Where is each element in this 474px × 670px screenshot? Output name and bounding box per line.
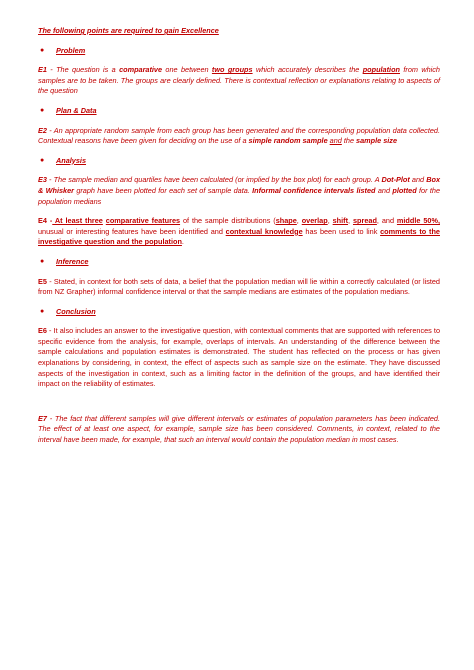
document-page — [38, 26, 440, 455]
section-label: Problem — [56, 45, 86, 55]
bullet-icon: ● — [40, 257, 45, 265]
section-problem — [38, 46, 440, 57]
criterion-code: E3 — [38, 175, 47, 185]
criterion-e7: E7 - The fact that different samples will give different intervals or estimates of population parameters has been indicated. The effect of at least one aspect, for example, sample size has been considered. Comments, in context, related to the interval have been made, for example, that such an interval would contain the population median in most cases. — [38, 413, 440, 445]
criterion-code: E7 — [38, 413, 47, 423]
section-label: Analysis — [56, 155, 87, 165]
section-inference — [38, 257, 440, 268]
criterion-e2: E2 - An appropriate random sample from each group has been generated and the corresponding population data collected. Contextual reasons have been given for deciding on the use of a simple random sample and the sample size — [38, 125, 440, 146]
section-plan-data — [38, 106, 440, 117]
bullet-icon: ● — [40, 46, 45, 54]
bullet-icon: ● — [40, 307, 45, 315]
section-conclusion — [38, 307, 440, 318]
page-heading: The following points are required to gain Excellence — [38, 26, 219, 35]
criterion-code: E1 — [38, 65, 47, 75]
criterion-code: E5 — [38, 276, 47, 286]
criterion-e4: E4 - At least three comparative features of the sample distributions (shape, overlap, shift, spread, and middle 50%, unusual or interesting features have been identified and contextual knowledge has been used to link comments to the investigative question and the population. — [38, 216, 440, 247]
bullet-icon: ● — [40, 106, 45, 114]
section-analysis — [38, 156, 440, 167]
criterion-e6: E6 - It also includes an answer to the investigative question, with contextual comments that are supported with references to specific evidence from the analysis, for example, overlaps of intervals. An understanding of the difference between the sample calculations and population estimates is demonstrated. The student has reflected on the process or has given explanations by considering, in context, the effect of aspects such as sample size on the estimate. They have discussed aspects of the investigation in context, such as a limiting factor in the definition of the groups, and have identified their impact on the reliability of estimates. — [38, 326, 440, 389]
criterion-code: E2 — [38, 125, 47, 135]
criterion-e3: E3 - The sample median and quartiles have been calculated (or implied by the box plot) for each group. A Dot-Plot and Box & Whisker graph have been plotted for each set of sample data. Informal confidence intervals listed and plotted for the population medians — [38, 175, 441, 206]
bullet-icon: ● — [40, 156, 45, 164]
section-label: Conclusion — [56, 306, 96, 316]
criterion-e1: E1 - The question is a comparative one between two groups which accurately describes the population from which samples are to be taken. The groups are clearly defined. There is contextual reflection or explanations relating to aspects of the question — [38, 65, 440, 96]
section-label: Inference — [56, 256, 89, 266]
criterion-code: E6 — [38, 326, 47, 336]
criterion-e5: E5 - Stated, in context for both sets of data, a belief that the population median will lie within a correctly calculated (or listed from NZ Grapher) informal confidence interval or that the sample medians are estimates of the population medians. — [38, 276, 440, 297]
criterion-code: E4 - — [38, 216, 53, 226]
section-label: Plan & Data — [56, 105, 97, 115]
